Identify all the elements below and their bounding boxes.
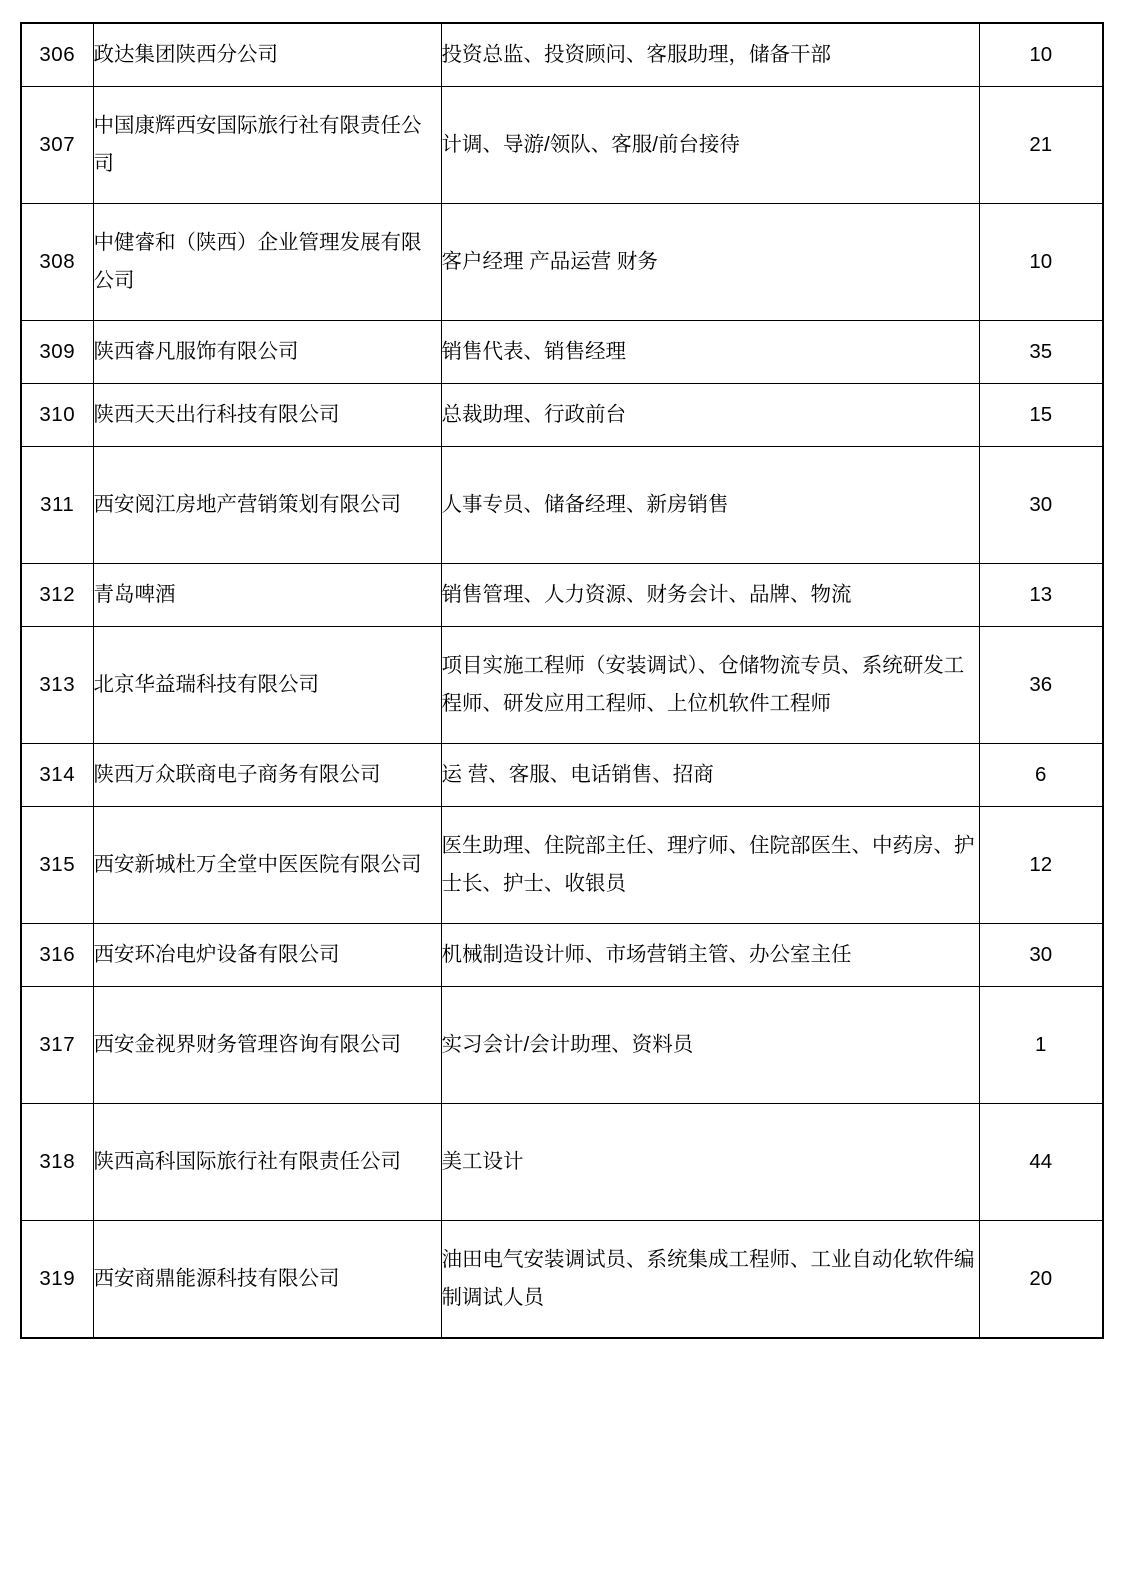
table-row xyxy=(21,924,1103,987)
company-name-cell xyxy=(93,744,441,807)
headcount-cell: 30 xyxy=(979,447,1103,564)
company-name-cell xyxy=(93,627,441,744)
company-name-cell xyxy=(93,924,441,987)
company-name-text: 陕西睿凡服饰有限公司 xyxy=(93,340,299,364)
company-name-cell xyxy=(93,447,441,564)
positions-text: 人事专员、储备经理、新房销售 xyxy=(441,493,729,517)
positions-cell xyxy=(441,23,979,87)
company-name-text: 西安阅江房地产营销策划有限公司 xyxy=(93,493,401,517)
company-name-cell xyxy=(93,1221,441,1339)
company-name-text: 政达集团陕西分公司 xyxy=(93,43,278,67)
company-name-text: 中国康辉西安国际旅行社有限责任公司 xyxy=(93,114,422,175)
row-index-cell: 310 xyxy=(21,384,93,447)
recruitment-table xyxy=(20,22,1104,1339)
company-name-cell xyxy=(93,23,441,87)
company-name-text: 陕西万众联商电子商务有限公司 xyxy=(93,763,381,787)
company-name-cell xyxy=(93,87,441,204)
headcount-cell: 36 xyxy=(979,627,1103,744)
positions-text: 投资总监、投资顾问、客服助理，储备干部 xyxy=(441,43,831,67)
positions-text: 销售代表、销售经理 xyxy=(441,340,626,364)
positions-text: 油田电气安装调试员、系统集成工程师、工业自动化软件编制调试人员 xyxy=(441,1248,975,1309)
row-index-cell: 306 xyxy=(21,23,93,87)
positions-cell xyxy=(441,384,979,447)
positions-text: 计调、导游/领队、客服/前台接待 xyxy=(441,133,740,157)
company-name-cell xyxy=(93,384,441,447)
positions-cell xyxy=(441,1104,979,1221)
row-index-cell: 311 xyxy=(21,447,93,564)
positions-text: 总裁助理、行政前台 xyxy=(441,403,626,427)
company-name-cell xyxy=(93,987,441,1104)
row-index-cell: 313 xyxy=(21,627,93,744)
row-index-cell: 314 xyxy=(21,744,93,807)
table-row xyxy=(21,1221,1103,1339)
row-index-cell: 318 xyxy=(21,1104,93,1221)
positions-text: 客户经理 产品运营 财务 xyxy=(441,250,658,274)
company-name-text: 西安环冶电炉设备有限公司 xyxy=(93,943,340,967)
positions-text: 机械制造设计师、市场营销主管、办公室主任 xyxy=(441,943,852,967)
positions-text: 医生助理、住院部主任、理疗师、住院部医生、中药房、护士长、护士、收银员 xyxy=(441,834,975,895)
table-row xyxy=(21,627,1103,744)
table-row xyxy=(21,1104,1103,1221)
row-index-cell: 309 xyxy=(21,321,93,384)
positions-cell xyxy=(441,564,979,627)
positions-text: 项目实施工程师（安装调试）、仓储物流专员、系统研发工程师、研发应用工程师、上位机软件工程师 xyxy=(441,654,965,715)
table-row xyxy=(21,807,1103,924)
headcount-cell: 6 xyxy=(979,744,1103,807)
positions-cell xyxy=(441,627,979,744)
table-row xyxy=(21,204,1103,321)
headcount-cell: 20 xyxy=(979,1221,1103,1339)
headcount-cell: 10 xyxy=(979,204,1103,321)
table-row xyxy=(21,384,1103,447)
headcount-cell: 1 xyxy=(979,987,1103,1104)
company-name-cell xyxy=(93,564,441,627)
positions-text: 运 营、客服、电话销售、招商 xyxy=(441,763,714,787)
positions-text: 实习会计/会计助理、资料员 xyxy=(441,1033,694,1057)
company-name-cell xyxy=(93,1104,441,1221)
positions-cell xyxy=(441,87,979,204)
table-row xyxy=(21,23,1103,87)
positions-cell xyxy=(441,447,979,564)
company-name-text: 青岛啤酒 xyxy=(93,583,176,607)
headcount-cell: 12 xyxy=(979,807,1103,924)
positions-text: 销售管理、人力资源、财务会计、品牌、物流 xyxy=(441,583,852,607)
positions-cell xyxy=(441,807,979,924)
headcount-cell: 44 xyxy=(979,1104,1103,1221)
headcount-cell: 15 xyxy=(979,384,1103,447)
positions-cell xyxy=(441,987,979,1104)
row-index-cell: 316 xyxy=(21,924,93,987)
table-row xyxy=(21,987,1103,1104)
company-name-text: 陕西天天出行科技有限公司 xyxy=(93,403,340,427)
company-name-text: 西安新城杜万全堂中医医院有限公司 xyxy=(93,853,422,877)
company-name-text: 西安商鼎能源科技有限公司 xyxy=(93,1267,340,1291)
company-name-text: 陕西高科国际旅行社有限责任公司 xyxy=(93,1150,401,1174)
table-body xyxy=(21,23,1103,1338)
company-name-text: 中健睿和（陕西）企业管理发展有限公司 xyxy=(93,231,422,292)
company-name-cell xyxy=(93,321,441,384)
company-name-cell xyxy=(93,807,441,924)
company-name-cell xyxy=(93,204,441,321)
company-name-text: 北京华益瑞科技有限公司 xyxy=(93,673,319,697)
row-index-cell: 319 xyxy=(21,1221,93,1339)
headcount-cell: 10 xyxy=(979,23,1103,87)
positions-cell xyxy=(441,204,979,321)
table-row xyxy=(21,321,1103,384)
table-row xyxy=(21,564,1103,627)
positions-cell xyxy=(441,744,979,807)
positions-cell xyxy=(441,924,979,987)
company-name-text: 西安金视界财务管理咨询有限公司 xyxy=(93,1033,401,1057)
table-row xyxy=(21,447,1103,564)
positions-cell xyxy=(441,1221,979,1339)
headcount-cell: 35 xyxy=(979,321,1103,384)
row-index-cell: 315 xyxy=(21,807,93,924)
headcount-cell: 21 xyxy=(979,87,1103,204)
headcount-cell: 30 xyxy=(979,924,1103,987)
positions-text: 美工设计 xyxy=(441,1150,524,1174)
positions-cell xyxy=(441,321,979,384)
row-index-cell: 317 xyxy=(21,987,93,1104)
row-index-cell: 308 xyxy=(21,204,93,321)
headcount-cell: 13 xyxy=(979,564,1103,627)
row-index-cell: 307 xyxy=(21,87,93,204)
table-row xyxy=(21,744,1103,807)
table-row xyxy=(21,87,1103,204)
row-index-cell: 312 xyxy=(21,564,93,627)
